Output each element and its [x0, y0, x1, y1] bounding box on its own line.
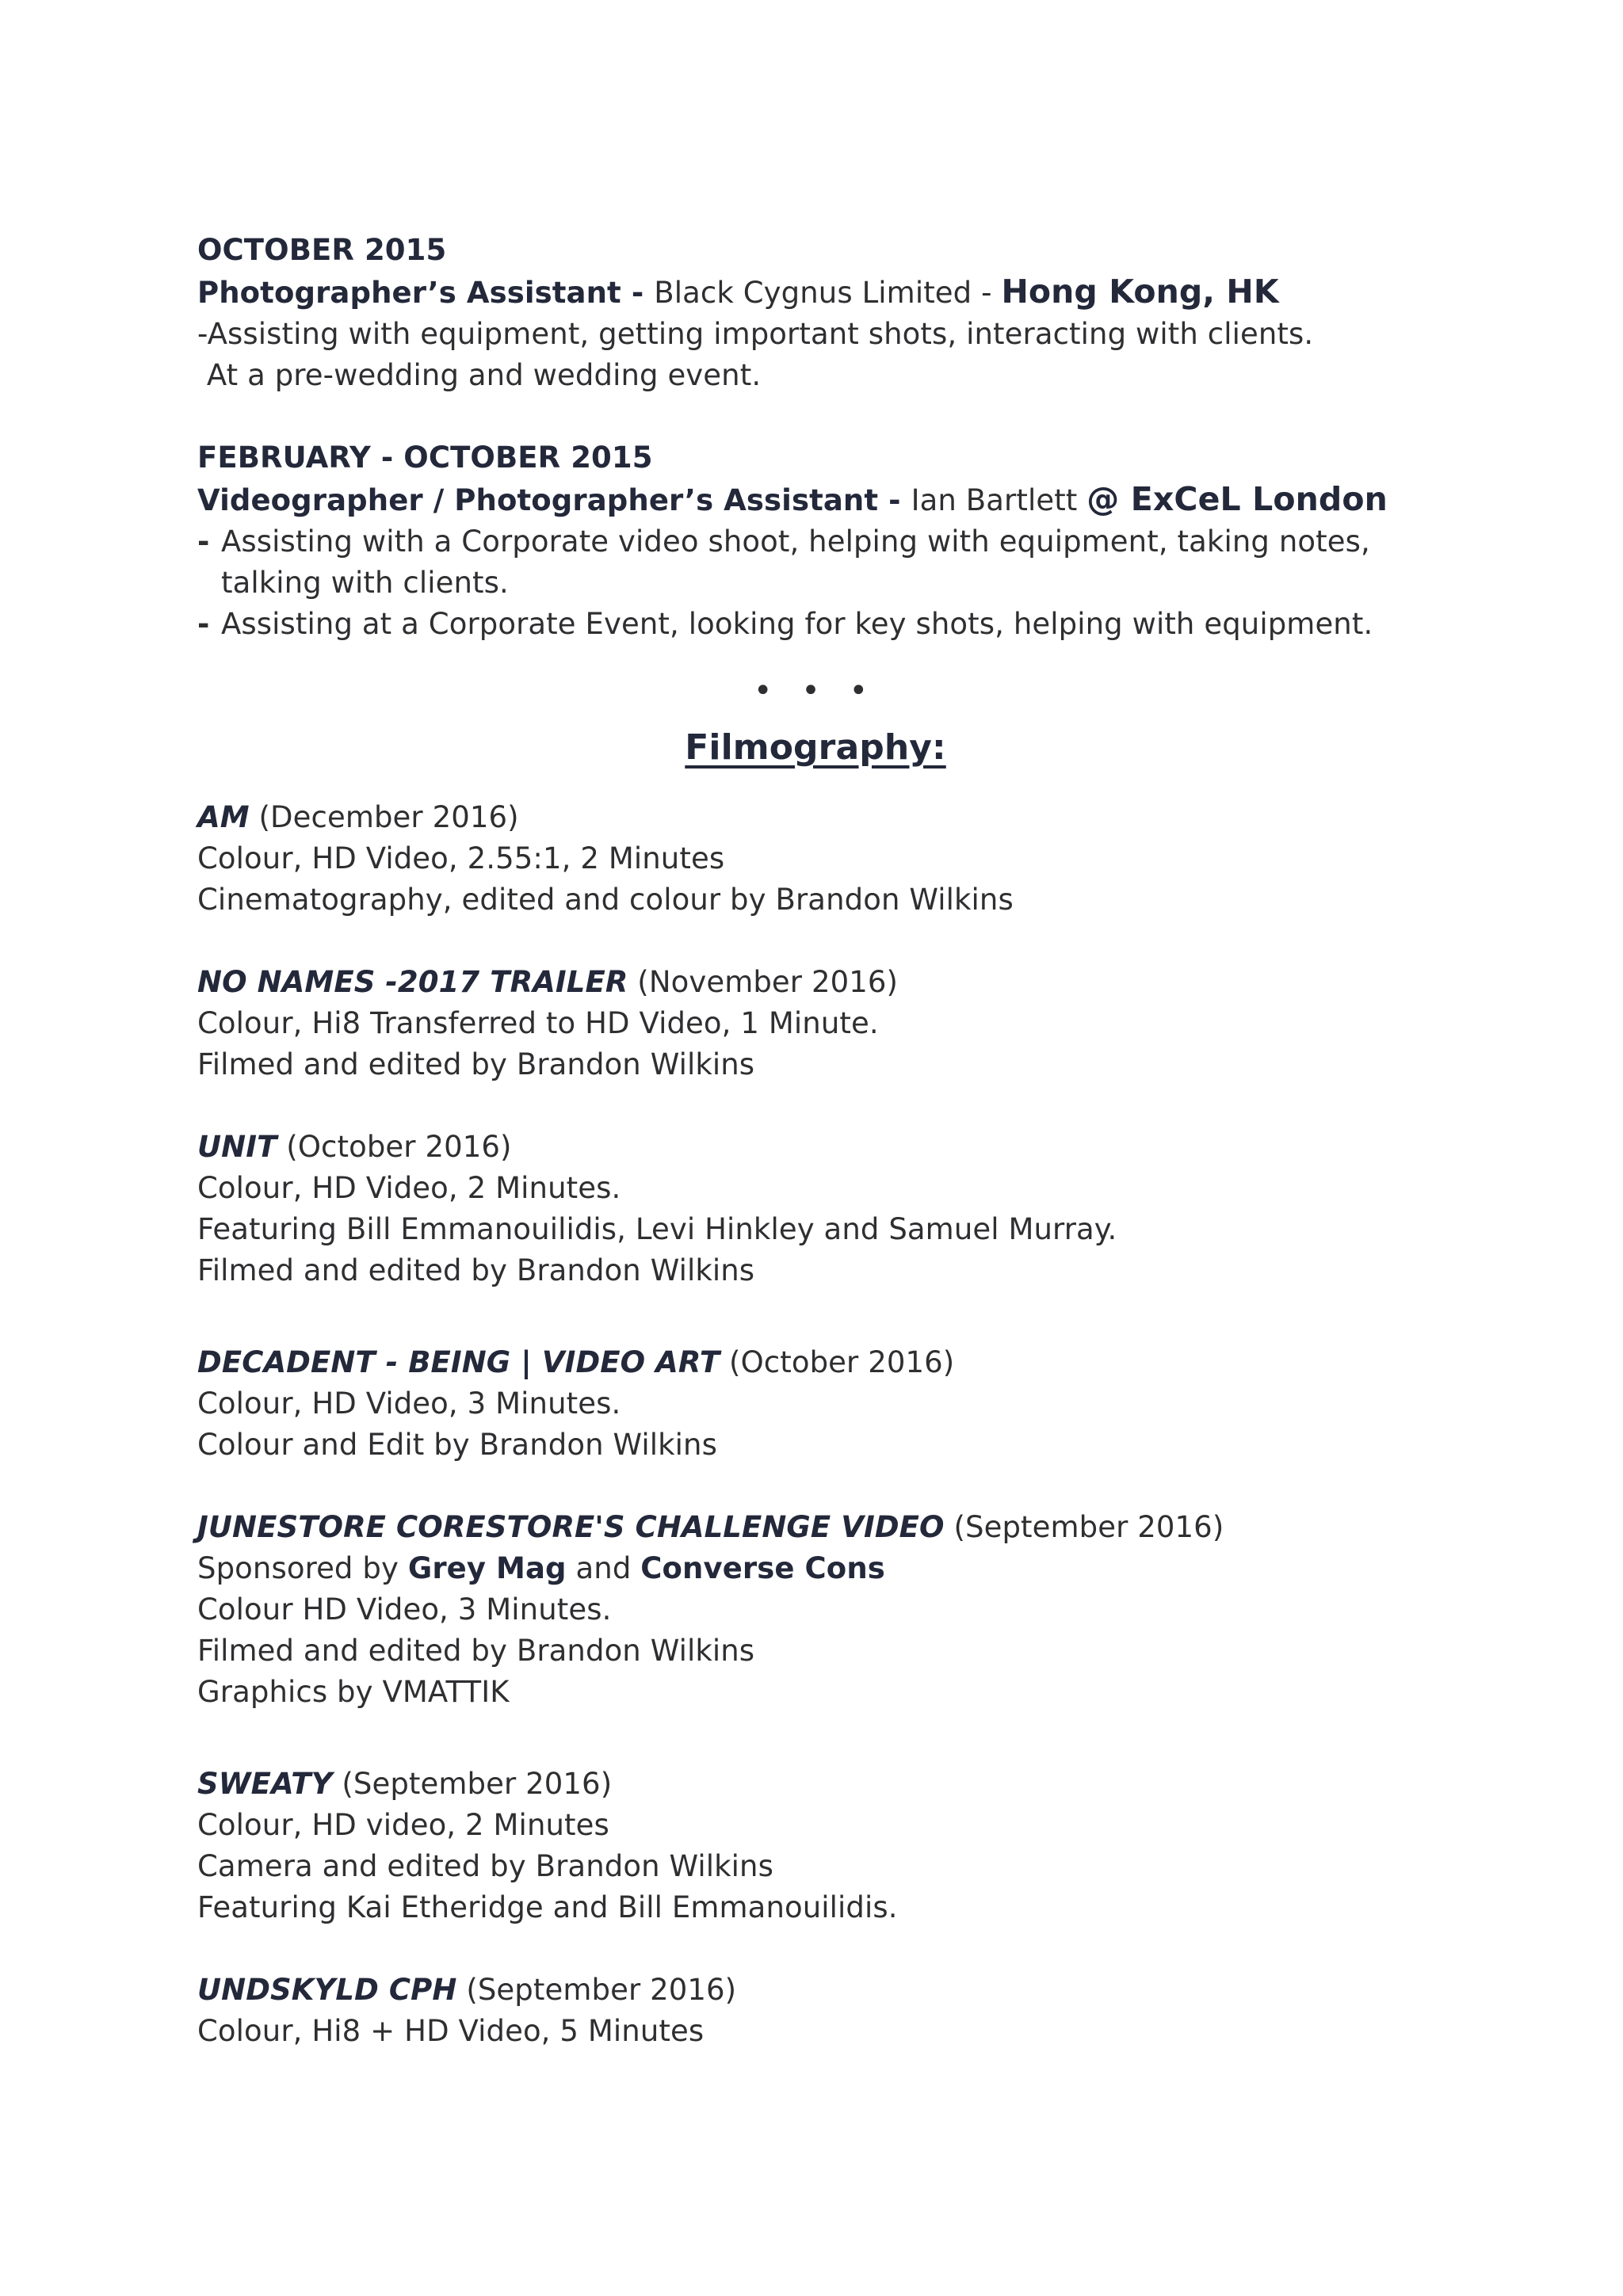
film-date: (October 2016): [720, 1345, 955, 1379]
film-detail: Featuring Bill Emmanouilidis, Levi Hinkley and Samuel Murray.: [197, 1212, 1117, 1246]
experience-role: Photographer’s Assistant -: [197, 276, 655, 310]
film-detail: Camera and edited by Brandon Wilkins: [197, 1849, 773, 1883]
spacer: [197, 1713, 1481, 1764]
film-entry: [197, 1970, 1481, 2052]
film-detail: Colour, Hi8 + HD Video, 5 Minutes: [197, 2014, 705, 2048]
film-sponsor-line: [197, 1548, 1481, 1589]
film-entry: [197, 1764, 1481, 1928]
film-entry: [197, 1507, 1481, 1713]
film-title: UNDSKYLD CPH: [197, 1973, 457, 2007]
film-date: (November 2016): [628, 965, 899, 999]
film-detail: Graphics by VMATTIK: [197, 1675, 510, 1709]
film-title: AM: [197, 800, 250, 834]
experience-location: @ ExCeL London: [1086, 480, 1388, 518]
film-detail: Colour, HD video, 2 Minutes: [197, 1808, 609, 1842]
experience-description: -Assisting with equipment, getting important shots, interacting with clients.: [197, 317, 1314, 351]
film-detail: Colour, HD Video, 2 Minutes.: [197, 1171, 621, 1205]
bullet-item: [197, 521, 1481, 604]
spacer: [197, 921, 1481, 962]
film-heading: [197, 1507, 1481, 1548]
spacer: [197, 396, 1481, 437]
film-detail: Colour, Hi8 Transferred to HD Video, 1 Minute.: [197, 1006, 879, 1040]
film-detail: Filmed and edited by Brandon Wilkins: [197, 1047, 755, 1081]
film-date: (October 2016): [277, 1130, 512, 1164]
film-detail: Colour, HD Video, 2.55:1, 2 Minutes: [197, 841, 725, 875]
spacer: [197, 1085, 1481, 1127]
experience-role-line: [197, 479, 1481, 521]
film-date: (September 2016): [332, 1767, 613, 1801]
spacer: [197, 1291, 1481, 1342]
film-heading: [197, 1342, 1481, 1383]
experience-location: Hong Kong, HK: [1001, 273, 1279, 311]
sponsor-joiner: and: [566, 1551, 641, 1585]
film-date: (September 2016): [944, 1510, 1224, 1544]
experience-date: OCTOBER 2015: [197, 233, 447, 267]
bullet-item: [197, 604, 1481, 645]
film-entry: [197, 1127, 1481, 1291]
bullet-text: Assisting with a Corporate video shoot, helping with equipment, taking notes, talking with clients.: [221, 524, 1370, 600]
experience-role-line: [197, 271, 1481, 314]
spacer: [197, 772, 1481, 797]
cv-page: [197, 230, 1481, 2052]
bullet-text: Assisting at a Corporate Event, looking for key shots, helping with equipment.: [221, 607, 1373, 641]
film-detail: Colour HD Video, 3 Minutes.: [197, 1592, 612, 1627]
film-entry: [197, 1342, 1481, 1466]
film-detail: Filmed and edited by Brandon Wilkins: [197, 1634, 755, 1668]
film-title: NO NAMES -2017 TRAILER: [197, 965, 628, 999]
film-heading: [197, 962, 1481, 1003]
experience-company: Ian Bartlett: [911, 483, 1087, 517]
film-date: (September 2016): [456, 1973, 737, 2007]
experience-role: Videographer / Photographer’s Assistant -: [197, 483, 911, 517]
film-title: UNIT: [197, 1130, 277, 1164]
film-entry: [197, 797, 1481, 921]
bullet-mark: -: [197, 524, 210, 559]
film-heading: [197, 1970, 1481, 2011]
film-entry: [197, 962, 1481, 1085]
experience-entry: [197, 437, 1481, 645]
bullet-mark: -: [197, 607, 210, 641]
experience-description: At a pre-wedding and wedding event.: [197, 358, 762, 392]
sponsor-name: Grey Mag: [407, 1551, 567, 1585]
film-detail: Filmed and edited by Brandon Wilkins: [197, 1253, 755, 1287]
film-detail: Colour and Edit by Brandon Wilkins: [197, 1428, 717, 1462]
film-heading: [197, 1764, 1481, 1805]
spacer: [197, 1928, 1481, 1970]
experience-entry: [197, 230, 1481, 396]
film-detail: Colour, HD Video, 3 Minutes.: [197, 1386, 621, 1421]
film-detail: Cinematography, edited and colour by Brandon Wilkins: [197, 883, 1014, 917]
film-title: SWEATY: [197, 1767, 333, 1801]
experience-date: FEBRUARY - OCTOBER 2015: [197, 441, 653, 475]
spacer: [197, 1466, 1481, 1507]
film-heading: [197, 797, 1481, 838]
film-date: (December 2016): [249, 800, 519, 834]
section-title: Filmography:: [685, 727, 946, 768]
film-heading: [197, 1127, 1481, 1168]
experience-company: Black Cygnus Limited -: [654, 276, 1002, 310]
film-title: JUNESTORE CORESTORE'S CHALLENGE VIDEO: [197, 1510, 945, 1544]
section-divider: • • •: [753, 673, 878, 709]
film-title: DECADENT - BEING | VIDEO ART: [197, 1345, 720, 1379]
film-detail: Featuring Kai Etheridge and Bill Emmanouilidis.: [197, 1890, 898, 1924]
sponsor-name: Converse Cons: [640, 1551, 885, 1585]
sponsor-prefix: Sponsored by: [197, 1551, 408, 1585]
